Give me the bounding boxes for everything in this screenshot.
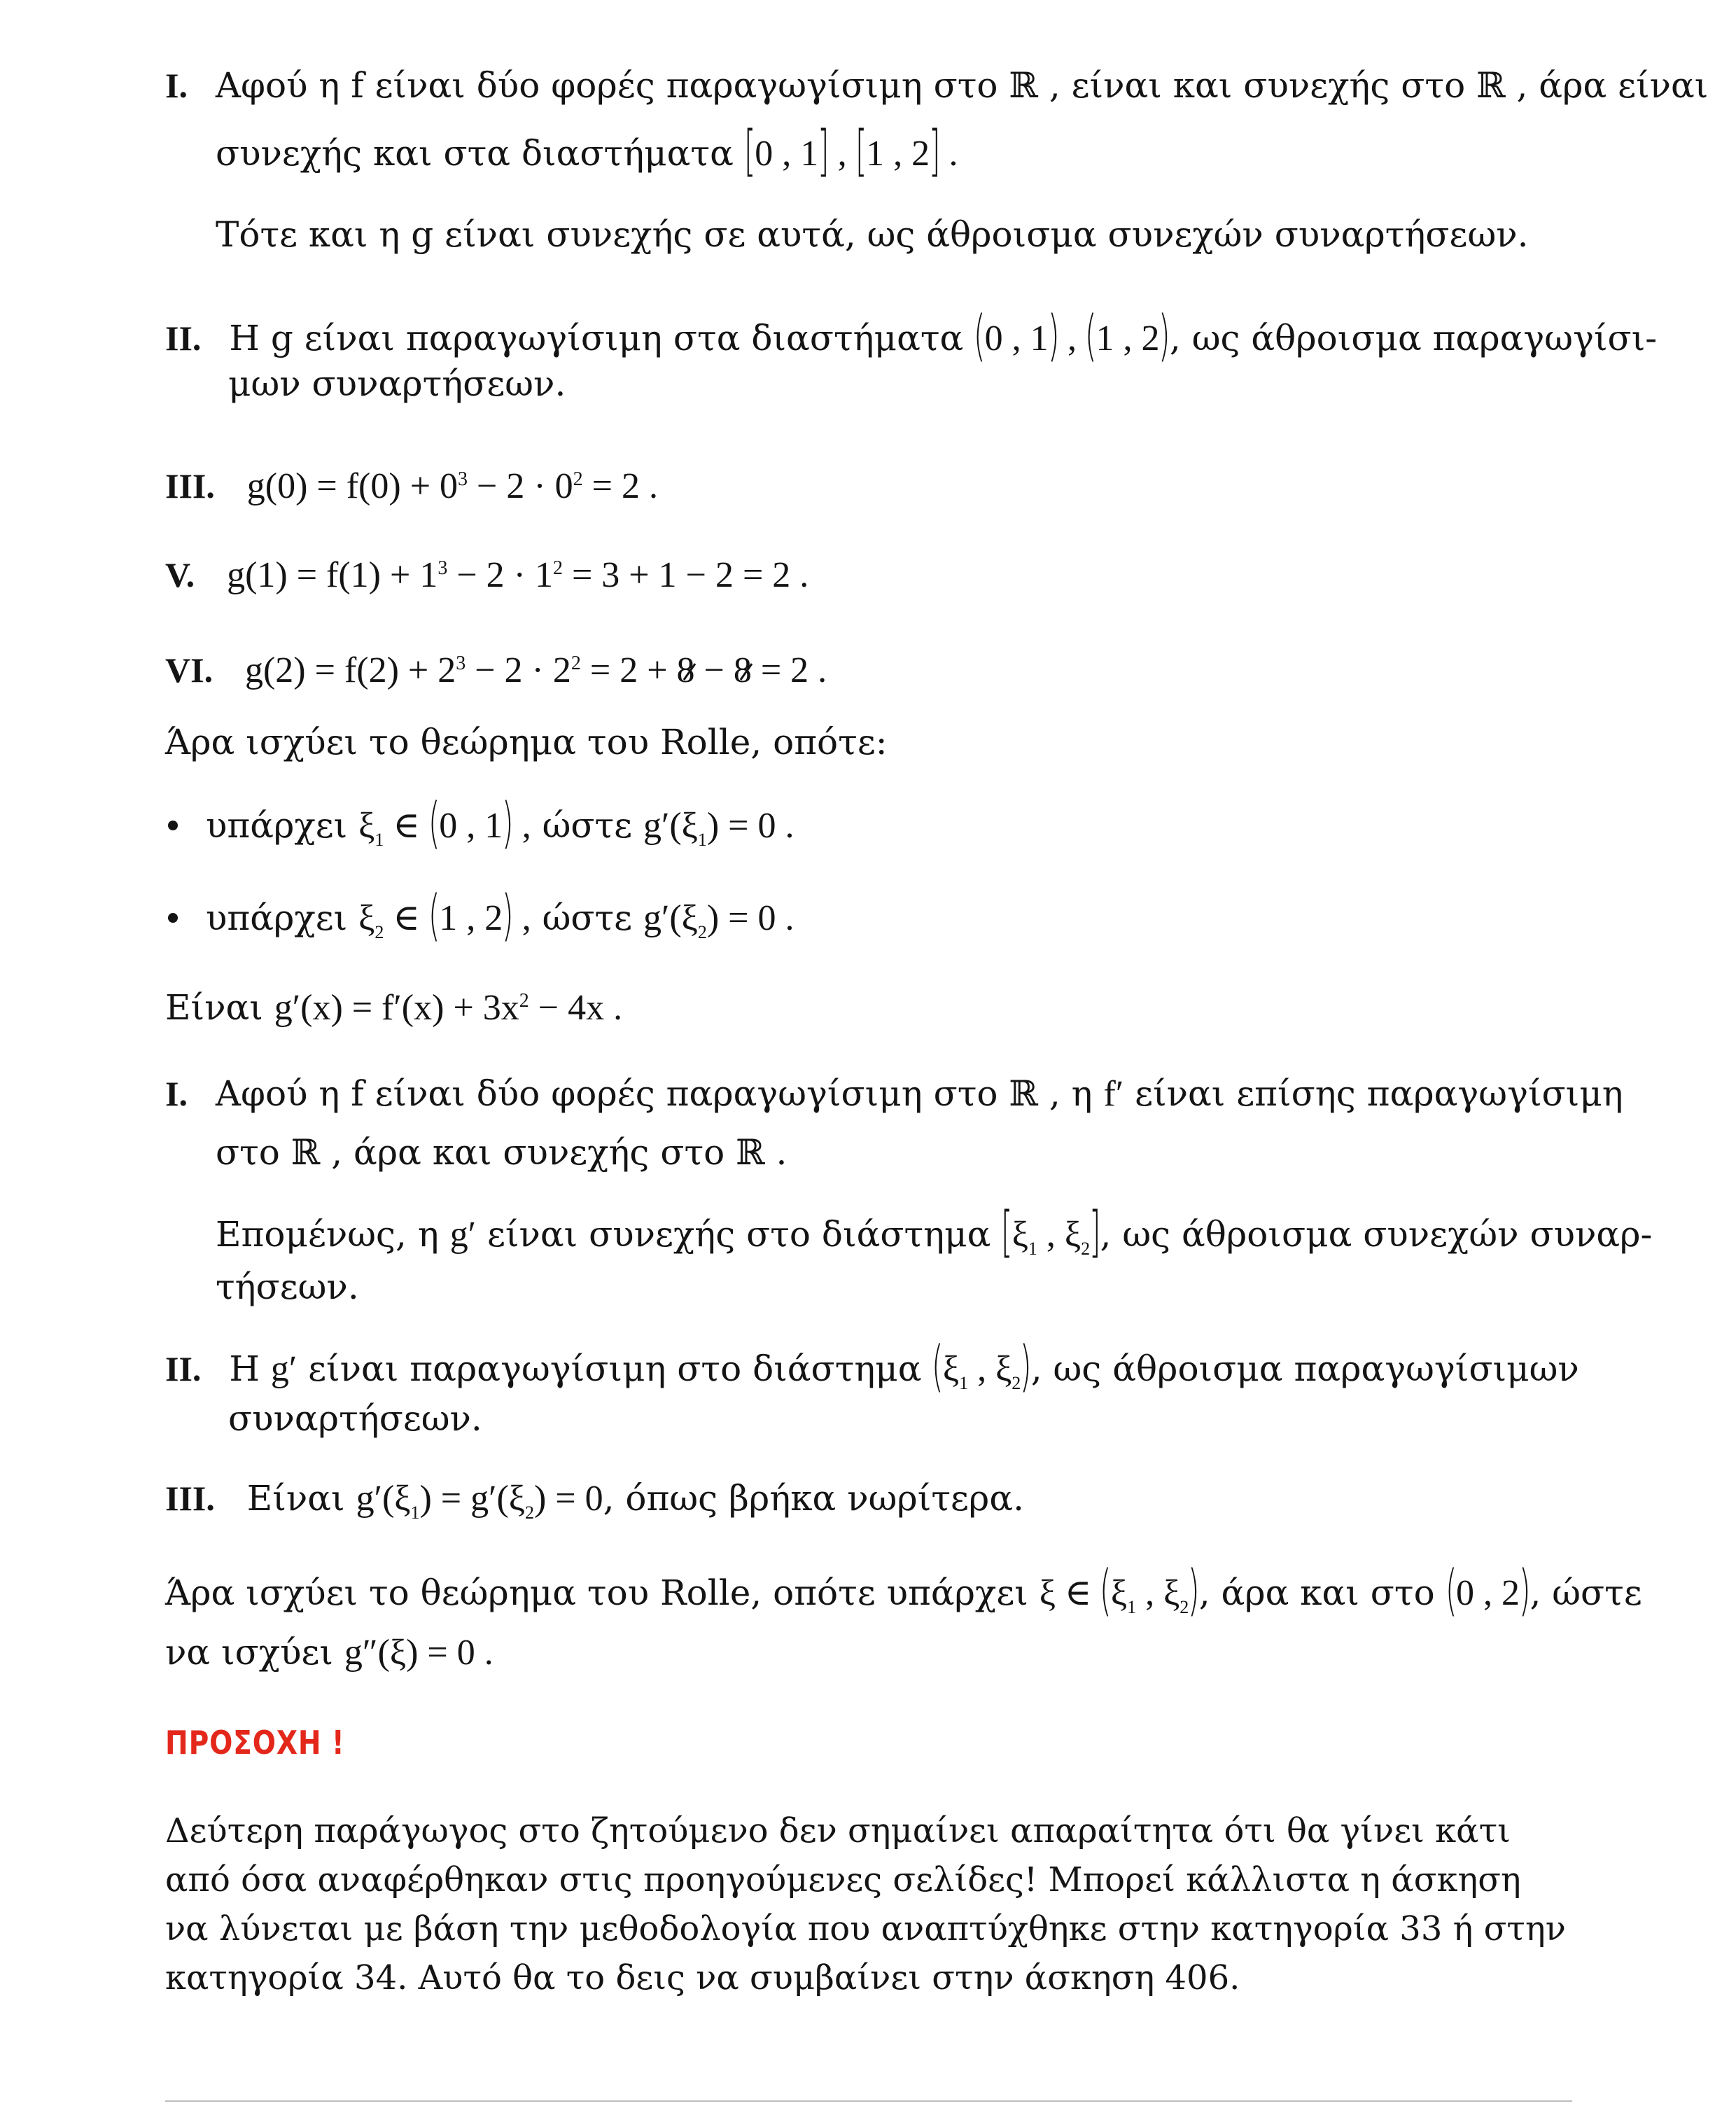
xi-open-interval: ($\xi_1$ , $\xi_2$) xyxy=(932,1335,1032,1398)
item-vi xyxy=(165,643,827,692)
rolle2-text-a: Άρα ισχύει το θεώρημα του Rolle, οπότε υπάρχει xyxy=(165,1572,1028,1613)
derivative-line xyxy=(165,980,622,1029)
b-iii-text-b: , όπως βρήκα νωρίτερα. xyxy=(603,1478,1024,1519)
bullet-xi2 xyxy=(168,884,794,954)
gprime-symbol-2: g′ xyxy=(270,1349,298,1389)
item-ii-line2: μων συναρτήσεων. xyxy=(228,363,566,404)
bullet-icon xyxy=(168,913,178,923)
item-ii-text-b: , ως άθροισμα παραγωγίσι- xyxy=(1169,318,1658,358)
warning-title: ΠΡΟΣΟΧΗ ! xyxy=(165,1724,345,1762)
warning-text: Δεύτερη παράγωγος στο ζητούμενο δεν σημαίνει απαραίτητα ότι θα γίνει κάτι από όσα αναφέρθηκαν στις προηγούμενες σελίδες! Μπορεί κάλλιστα η άσκηση να λύνεται με βάση την μεθοδολογία που αναπτύχθηκε στην κατηγορία 33 ή στην κατηγορία 34. Αυτό θα το δεις να συμβαίνει στην άσκηση 406. xyxy=(165,1811,1566,1997)
b-note-a: Επομένως, η xyxy=(216,1214,439,1255)
derivative-equation: $g'(x) = f'(x) + 3x^2 - 4x$ . xyxy=(274,988,623,1028)
b-item-ii xyxy=(165,1335,1579,1404)
item-i-line2-text: συνεχής και στα διαστήματα xyxy=(216,133,734,174)
item-i xyxy=(165,64,1708,106)
item-i-line2 xyxy=(216,120,958,183)
b-ii-text-b: είναι παραγωγίσιμη στο διάστημα xyxy=(308,1348,922,1389)
item-iii-label: III. xyxy=(165,466,215,505)
rolle2-text-b: , άρα και στο xyxy=(1198,1572,1435,1613)
b-ii-text-c: , ως άθροισμα παραγωγίσιμων xyxy=(1030,1348,1579,1389)
rolle2-text-c: , ώστε xyxy=(1530,1572,1642,1613)
b-item-iii-label: III. xyxy=(165,1479,215,1518)
item-i-line1: Αφού η f είναι δύο φορές παραγωγίσιμη στο ℝ , είναι και συνεχής στο ℝ , άρα είναι xyxy=(215,65,1709,106)
b-item-iii xyxy=(165,1477,1024,1534)
bottom-rule xyxy=(165,2100,1572,2102)
item-ii-label: II. xyxy=(165,319,202,358)
bullet-xi1-text: υπάρχει xyxy=(206,805,348,846)
b-item-ii-label: II. xyxy=(165,1349,202,1388)
b-item-i-text-b: είναι επίσης παραγωγίσιμη xyxy=(1135,1073,1623,1114)
bullet-xi2-oste: ώστε xyxy=(542,898,633,938)
b-ii-text-a: Η xyxy=(229,1348,260,1389)
b-item-i-label: I. xyxy=(165,1074,188,1113)
gprime-equal-equation: $g'(\xi_1) = g'(\xi_2) = 0$ xyxy=(356,1479,603,1523)
xi1-membership: $\xi_1$ ∈ (0 , 1) , xyxy=(358,792,531,855)
rolle2-text-d: να ισχύει xyxy=(165,1632,333,1673)
item-i-note: Τότε και η g είναι συνεχής σε αυτά, ως άθροισμα συνεχών συναρτήσεων. xyxy=(216,214,1529,255)
b-item-i-line2: στο ℝ , άρα και συνεχής στο ℝ . xyxy=(216,1132,788,1173)
fprime-symbol: f′ xyxy=(1103,1074,1124,1114)
xi-closed-interval: [$\xi_1$ , $\xi_2$] xyxy=(1001,1201,1101,1264)
derivative-intro: Είναι xyxy=(165,987,263,1028)
xi1-condition: $g'(\xi_1) = 0$ . xyxy=(643,806,794,850)
g0-equation: $g(0) = f(0) + 0^3 - 2 \cdot 0^2 = 2$ . xyxy=(246,466,658,506)
item-v-label: V. xyxy=(165,555,195,594)
b-item-ii-line2: συναρτήσεων. xyxy=(228,1398,482,1439)
bullet-icon xyxy=(168,821,178,830)
xi-in-interval: ξ ∈ ($\xi_1$ , $\xi_2$) xyxy=(1039,1559,1200,1622)
xi2-condition: $g'(\xi_2) = 0$ . xyxy=(643,898,794,942)
b-item-i xyxy=(165,1073,1623,1115)
item-ii-intervals: (0 , 1) , (1 , 2) xyxy=(974,305,1171,368)
item-iii xyxy=(165,459,658,508)
interval-0-2: (0 , 2) xyxy=(1445,1559,1531,1622)
rolle-intro: Άρα ισχύει το θεώρημα του Rolle, οπότε: xyxy=(165,722,888,762)
b-note-c: , ως άθροισμα συνεχών συναρ- xyxy=(1100,1214,1653,1255)
b-item-i-note1 xyxy=(216,1201,1653,1270)
g2-equation: $g(2) = f(2) + 2^3 - 2 \cdot 2^2 = 2 + 8 - 8 = 2$ . xyxy=(244,650,827,690)
rolle2-line1 xyxy=(165,1559,1642,1629)
b-iii-text-a: Είναι xyxy=(246,1478,345,1519)
item-vi-label: VI. xyxy=(165,650,214,690)
rolle2-line2 xyxy=(165,1631,493,1674)
item-ii-text-a: Η g είναι παραγωγίσιμη στα διαστήματα xyxy=(229,318,964,358)
bullet-xi1-oste: ώστε xyxy=(542,805,633,846)
item-v xyxy=(165,548,808,597)
bullet-xi1 xyxy=(168,792,794,861)
xi2-membership: $\xi_2$ ∈ (1 , 2) , xyxy=(358,884,531,947)
b-note-b: είναι συνεχής στο διάστημα xyxy=(486,1214,991,1255)
gprime-symbol: g′ xyxy=(449,1215,477,1255)
item-i-intervals: [0 , 1] , [1 , 2] . xyxy=(743,120,958,183)
item-ii xyxy=(165,305,1658,368)
second-derivative-equation: g″(ξ) = 0 . xyxy=(344,1633,493,1673)
item-i-label: I. xyxy=(165,66,188,105)
b-item-i-note2: τήσεων. xyxy=(216,1267,359,1307)
bullet-xi2-text: υπάρχει xyxy=(206,898,348,938)
g1-equation: $g(1) = f(1) + 1^3 - 2 \cdot 1^2 = 3 + 1 - 2 = 2$ . xyxy=(227,555,809,595)
b-item-i-text-a: Αφού η f είναι δύο φορές παραγωγίσιμη στο ℝ , η xyxy=(215,1073,1093,1114)
